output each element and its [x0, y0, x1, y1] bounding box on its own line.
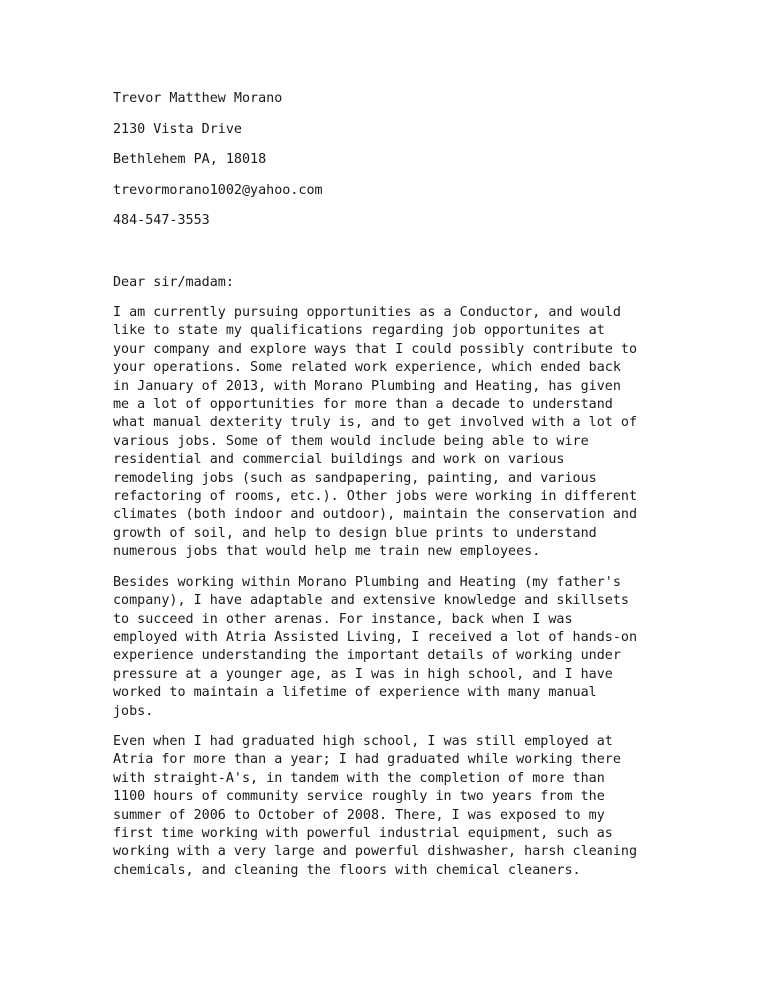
paragraph-line: remodeling jobs (such as sandpapering, painting, and various	[113, 470, 597, 486]
paragraph-line: working with a very large and powerful dishwasher, harsh cleaning	[113, 844, 638, 860]
salutation: Dear sir/madam:	[113, 275, 234, 290]
body-paragraph	[113, 733, 658, 880]
paragraph-line: Even when I had graduated high school, I was still employed at	[113, 733, 613, 749]
paragraph-line: employed with Atria Assisted Living, I received a lot of hands-on	[113, 629, 638, 645]
paragraph-line: pressure at a younger age, as I was in high school, and I have	[113, 666, 613, 682]
paragraph-line: I am currently pursuing opportunities as a Conductor, and would	[113, 305, 621, 320]
paragraph-line: in January of 2013, with Morano Plumbing and Heating, has given	[113, 378, 621, 394]
paragraph-line: various jobs. Some of them would include being able to wire	[113, 433, 589, 449]
paragraph-line: me a lot of opportunities for more than a decade to understand	[113, 397, 613, 413]
sender-email: trevormorano1002@yahoo.com	[113, 182, 323, 198]
paragraph-line: growth of soil, and help to design blue prints to understand	[113, 525, 597, 541]
paragraph-line: climates (both indoor and outdoor), maintain the conservation and	[113, 507, 638, 523]
body-paragraph	[113, 304, 658, 562]
paragraph-line: jobs.	[113, 703, 154, 719]
paragraph-line: your company and explore ways that I could possibly contribute to	[113, 341, 638, 357]
body-paragraph	[113, 574, 658, 721]
paragraph-line: first time working with powerful industrial equipment, such as	[113, 825, 613, 841]
paragraph-line: your operations. Some related work experience, which ended back	[113, 360, 621, 376]
paragraph-line: 1100 hours of community service roughly in two years from the	[113, 789, 605, 805]
paragraph-line: chemicals, and cleaning the floors with chemical cleaners.	[113, 862, 581, 878]
paragraph-line: numerous jobs that would help me train new employees.	[113, 544, 541, 560]
paragraph-line: Besides working within Morano Plumbing and Heating (my father's	[113, 574, 621, 590]
paragraph-line: with straight-A's, in tandem with the completion of more than	[113, 770, 605, 786]
sender-street: 2130 Vista Drive	[113, 121, 242, 137]
letter-page	[113, 90, 658, 892]
sender-name: Trevor Matthew Morano	[113, 91, 283, 106]
paragraph-line: Atria for more than a year; I had graduated while working there	[113, 752, 621, 768]
paragraph-line: what manual dexterity truly is, and to get involved with a lot of	[113, 415, 638, 431]
sender-phone: 484-547-3553	[113, 213, 210, 228]
paragraph-line: residential and commercial buildings and work on various	[113, 452, 565, 468]
paragraph-line: worked to maintain a lifetime of experience with many manual	[113, 685, 597, 701]
paragraph-line: company), I have adaptable and extensive knowledge and skillsets	[113, 593, 629, 609]
paragraph-line: experience understanding the important details of working under	[113, 648, 621, 664]
letter-body	[113, 304, 658, 880]
paragraph-line: refactoring of rooms, etc.). Other jobs were working in different	[113, 489, 638, 505]
paragraph-line: summer of 2006 to October of 2008. There, I was exposed to my	[113, 807, 605, 823]
paragraph-line: to succeed in other arenas. For instance, back when I was	[113, 611, 573, 627]
paragraph-line: like to state my qualifications regarding job opportunites at	[113, 323, 605, 339]
sender-city-state-zip: Bethlehem PA, 18018	[113, 152, 267, 167]
